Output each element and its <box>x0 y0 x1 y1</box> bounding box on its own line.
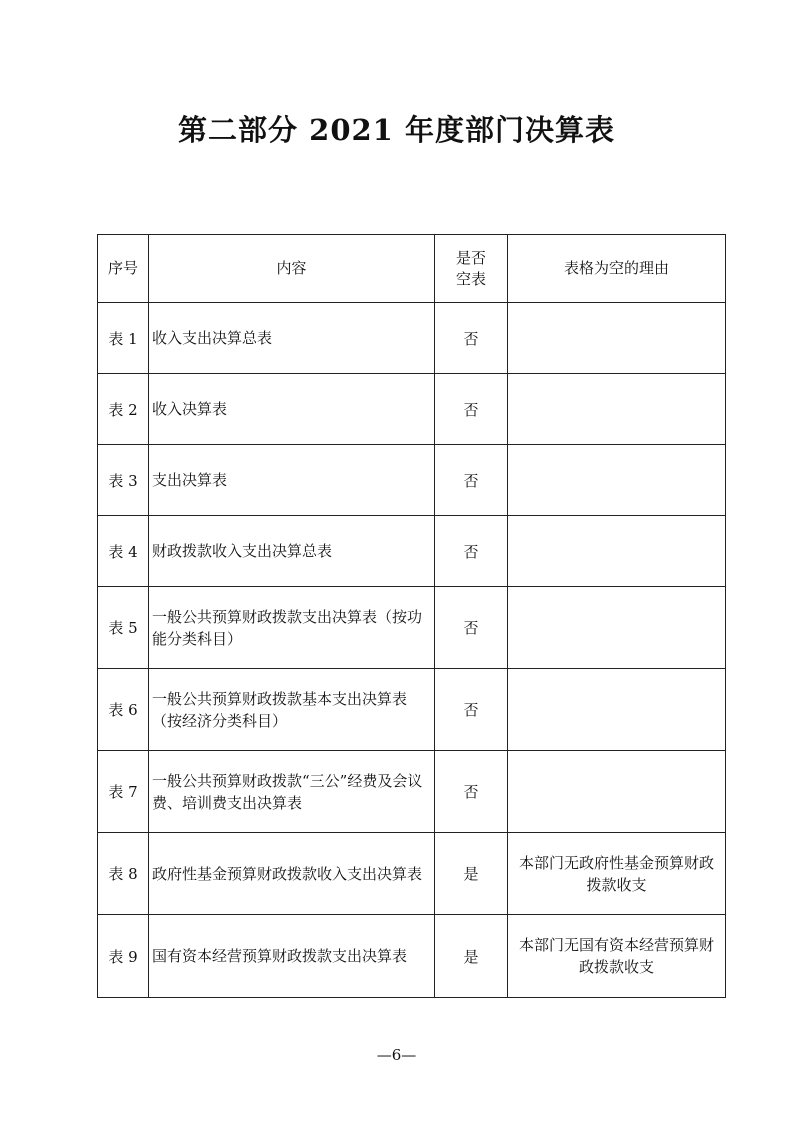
row-reason <box>508 587 726 669</box>
table-row <box>98 751 726 833</box>
row-is-empty: 否 <box>435 374 508 445</box>
table-row <box>98 833 726 915</box>
row-is-empty: 否 <box>435 587 508 669</box>
page-title: 第二部分 2021 年度部门决算表 <box>178 113 615 147</box>
row-reason <box>508 303 726 374</box>
row-seq: 表 9 <box>98 915 149 998</box>
table-header-row <box>98 235 726 303</box>
row-is-empty: 否 <box>435 303 508 374</box>
row-is-empty: 否 <box>435 445 508 516</box>
final-accounts-table <box>97 234 726 998</box>
table-row <box>98 915 726 998</box>
row-is-empty: 否 <box>435 751 508 833</box>
header-content: 内容 <box>149 235 435 303</box>
row-is-empty: 否 <box>435 516 508 587</box>
row-content: 一般公共预算财政拨款支出决算表（按功能分类科目） <box>149 587 435 669</box>
row-seq: 表 7 <box>98 751 149 833</box>
row-reason <box>508 445 726 516</box>
row-content: 财政拨款收入支出决算总表 <box>149 516 435 587</box>
row-reason <box>508 669 726 751</box>
table-row <box>98 445 726 516</box>
header-seq: 序号 <box>98 235 149 303</box>
row-seq: 表 6 <box>98 669 149 751</box>
row-reason <box>508 751 726 833</box>
table-row <box>98 669 726 751</box>
row-seq: 表 2 <box>98 374 149 445</box>
table-row <box>98 374 726 445</box>
row-is-empty: 否 <box>435 669 508 751</box>
row-seq: 表 5 <box>98 587 149 669</box>
row-content: 支出决算表 <box>149 445 435 516</box>
row-is-empty: 是 <box>435 833 508 915</box>
row-content: 国有资本经营预算财政拨款支出决算表 <box>149 915 435 998</box>
table-row <box>98 516 726 587</box>
row-reason <box>508 374 726 445</box>
header-is-empty-label: 是否空表 <box>455 248 486 288</box>
page-number: —6— <box>376 1046 417 1064</box>
row-reason: 本部门无国有资本经营预算财政拨款收支 <box>508 915 726 998</box>
row-seq: 表 4 <box>98 516 149 587</box>
row-seq: 表 1 <box>98 303 149 374</box>
row-seq: 表 8 <box>98 833 149 915</box>
row-content: 收入决算表 <box>149 374 435 445</box>
header-is-empty <box>435 235 508 303</box>
table-row <box>98 303 726 374</box>
row-is-empty: 是 <box>435 915 508 998</box>
row-reason: 本部门无政府性基金预算财政拨款收支 <box>508 833 726 915</box>
row-content: 一般公共预算财政拨款“三公”经费及会议费、培训费支出决算表 <box>149 751 435 833</box>
table-row <box>98 587 726 669</box>
row-content: 收入支出决算总表 <box>149 303 435 374</box>
row-content: 政府性基金预算财政拨款收入支出决算表 <box>149 833 435 915</box>
row-reason <box>508 516 726 587</box>
row-seq: 表 3 <box>98 445 149 516</box>
header-reason: 表格为空的理由 <box>508 235 726 303</box>
row-content: 一般公共预算财政拨款基本支出决算表（按经济分类科目） <box>149 669 435 751</box>
